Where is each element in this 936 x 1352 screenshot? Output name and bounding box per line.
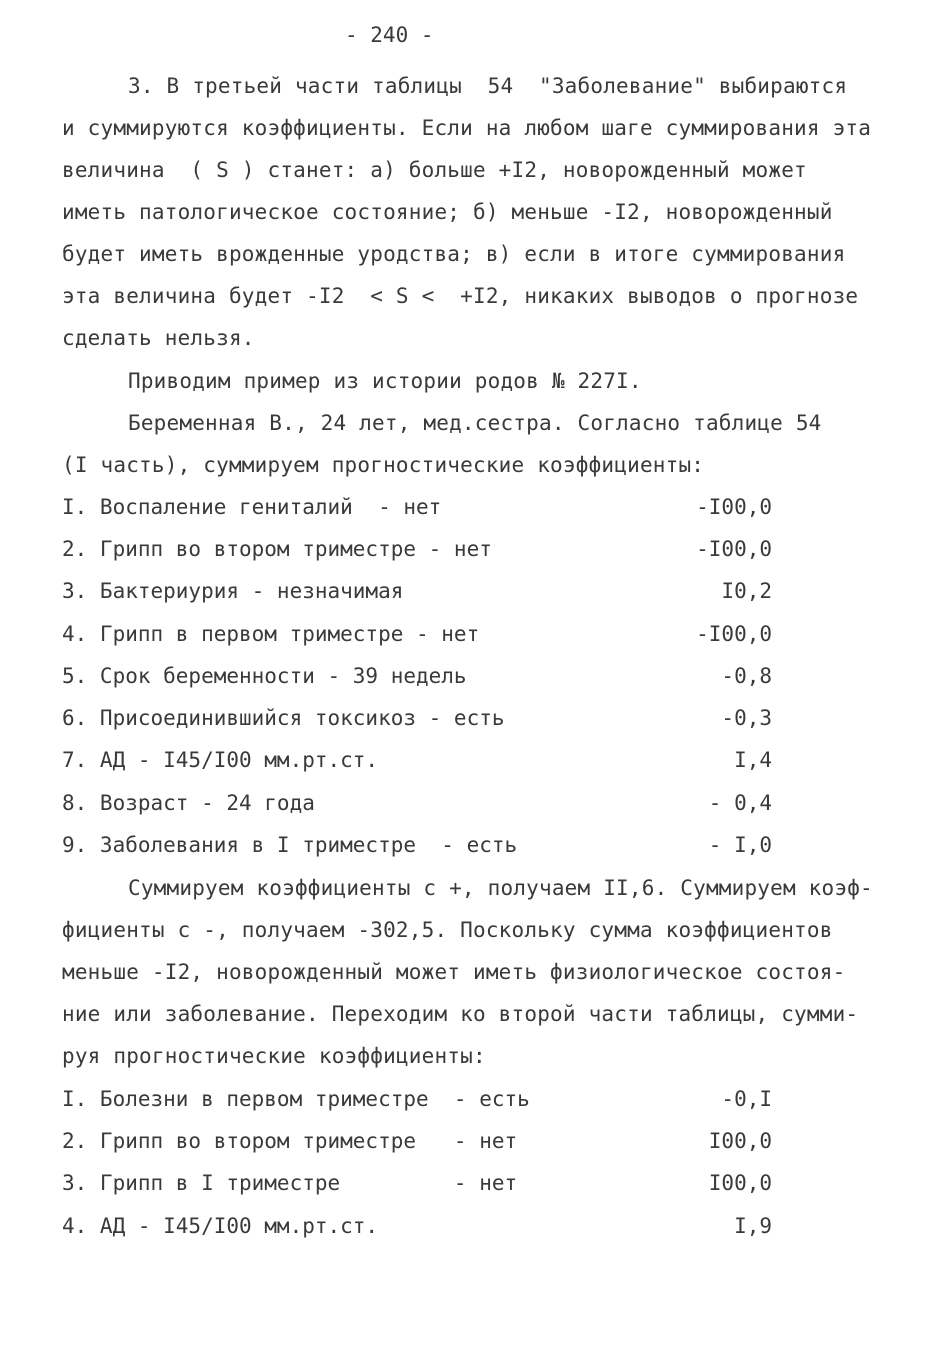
example-intro: Приводим пример из истории родов № 227I. — [128, 369, 642, 393]
list1-item-value: - I,0 — [708, 833, 772, 857]
paragraph2-line: фициенты с -, получаем -302,5. Поскольку сумма коэффициентов — [62, 918, 833, 942]
list1-item-label: 2. Грипп во втором триместре - нет — [62, 537, 492, 561]
list1-item-value: -I00,0 — [696, 537, 772, 561]
paragraph1-line: и суммируются коэффициенты. Если на любом шаге суммирования эта — [62, 116, 872, 140]
paragraph2-line: руя прогностические коэффициенты: — [62, 1044, 486, 1068]
list1-item-value: -0,8 — [721, 664, 772, 688]
list1-item-label: 7. АД - I45/I00 мм.рт.ст. — [62, 748, 379, 772]
list1-item-label: 8. Возраст - 24 года — [62, 791, 315, 815]
list1-item-label: 6. Присоединившийся токсикоз - есть — [62, 706, 505, 730]
patient-line: (I часть), суммируем прогностические коэффициенты: — [62, 453, 705, 477]
paragraph1-line: сделать нельзя. — [62, 326, 255, 350]
paragraph1-line: иметь патологическое состояние; б) меньше -I2, новорожденный — [62, 200, 833, 224]
list1-item-label: 3. Бактериурия - незначимая — [62, 579, 404, 603]
list1-item-label: 5. Срок беременности - 39 недель — [62, 664, 467, 688]
list1-item-value: -I00,0 — [696, 495, 772, 519]
list1-item-value: I0,2 — [721, 579, 772, 603]
paragraph2-line: меньше -I2, новорожденный может иметь физиологическое состоя- — [62, 960, 846, 984]
list1-item-value: -I00,0 — [696, 622, 772, 646]
list2-item-value: I00,0 — [708, 1171, 772, 1195]
list1-item-value: - 0,4 — [708, 791, 772, 815]
patient-line: Беременная В., 24 лет, мед.сестра. Согласно таблице 54 — [128, 411, 822, 435]
paragraph2-line: ние или заболевание. Переходим ко второй части таблицы, сумми- — [62, 1002, 859, 1026]
page-number: - 240 - — [345, 23, 434, 47]
list2-item-label: I. Болезни в первом триместре - есть — [62, 1087, 530, 1111]
list1-item-label: 4. Грипп в первом триместре - нет — [62, 622, 480, 646]
list1-item-label: 9. Заболевания в I триместре - есть — [62, 833, 518, 857]
list2-item-label: 4. АД - I45/I00 мм.рт.ст. — [62, 1214, 379, 1238]
list2-item-value: I00,0 — [708, 1129, 772, 1153]
paragraph1-line: будет иметь врожденные уродства; в) если в итоге суммирования — [62, 242, 846, 266]
paragraph2-line: Суммируем коэффициенты с +, получаем II,6. Суммируем коэф- — [128, 876, 873, 900]
paragraph1-line: эта величина будет -I2 < S < +I2, никаких выводов о прогнозе — [62, 284, 859, 308]
list2-item-value: -0,I — [721, 1087, 772, 1111]
list1-item-value: I,4 — [734, 748, 772, 772]
list2-item-label: 3. Грипп в I триместре - нет — [62, 1171, 518, 1195]
list2-item-label: 2. Грипп во втором триместре - нет — [62, 1129, 518, 1153]
list1-item-value: -0,3 — [721, 706, 772, 730]
paragraph1-line: величина ( S ) станет: а) больше +I2, новорожденный может — [62, 158, 807, 182]
list2-item-value: I,9 — [734, 1214, 772, 1238]
paragraph1-line: 3. В третьей части таблицы 54 "Заболевание" выбираются — [128, 74, 848, 98]
list1-item-label: I. Воспаление гениталий - нет — [62, 495, 442, 519]
